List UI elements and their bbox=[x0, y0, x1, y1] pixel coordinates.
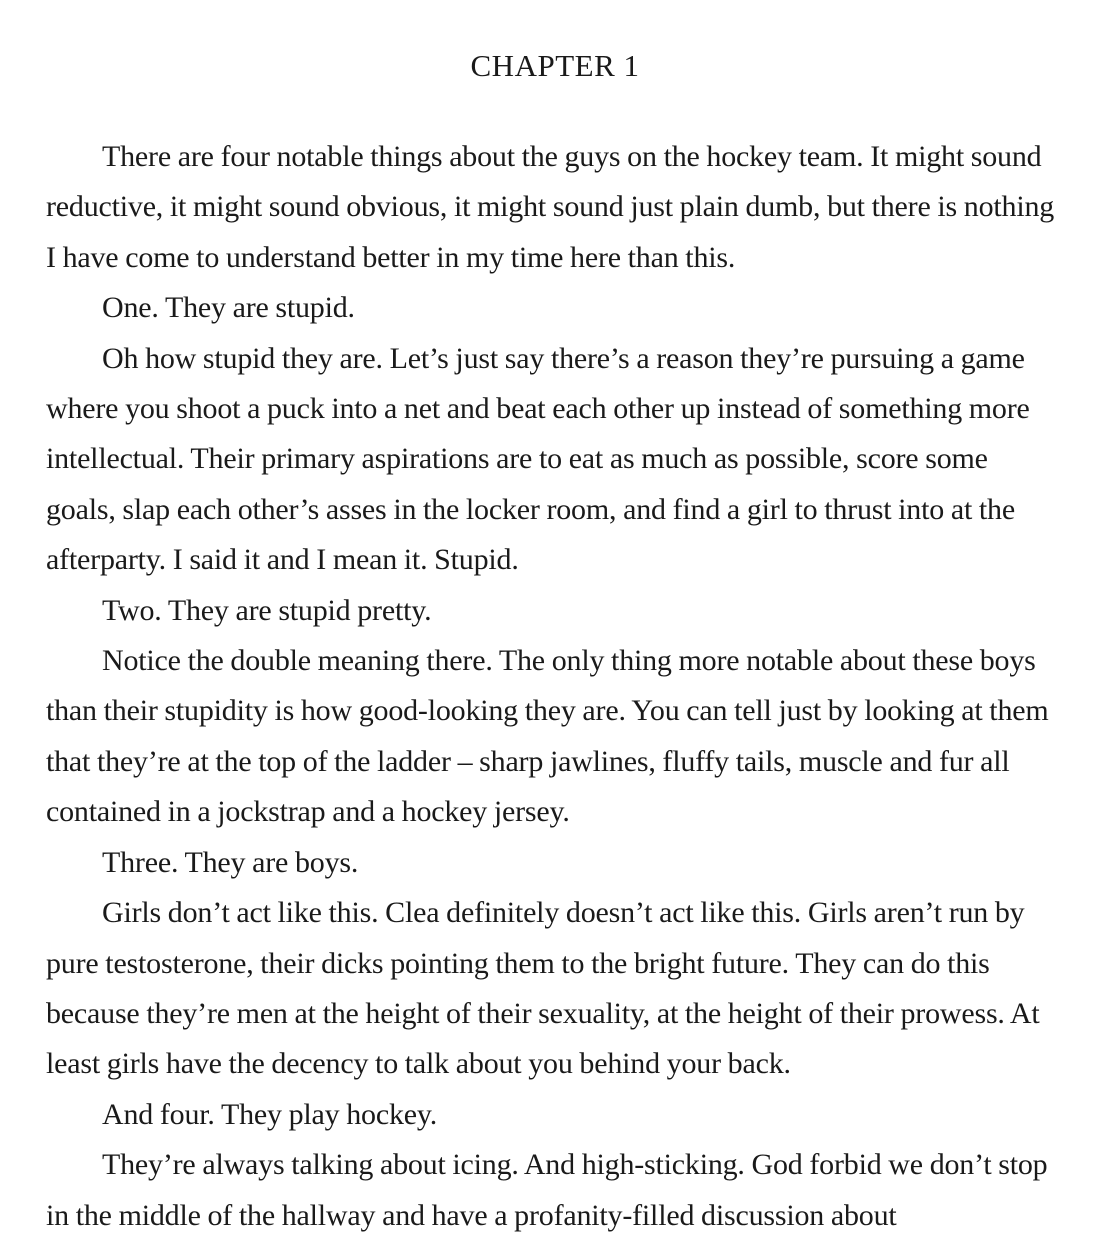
paragraph-6: Three. They are boys. bbox=[102, 845, 359, 879]
paragraph-5: Notice the double meaning there. The only thing more notable about these boys than their stupidity is how good-looking they are. You can tell just by looking at them that they’re at the top of the ladder – sharp jawlines, fluffy tails, muscle and fur all contained in a jockstrap and a hockey jersey. bbox=[46, 644, 1049, 829]
book-page bbox=[46, 0, 1064, 1258]
paragraph-9: They’re always talking about icing. And high-sticking. God forbid we don’t stop in the middle of the hallway and have a profanity-filled discussion about bbox=[46, 1148, 1048, 1232]
chapter-title: CHAPTER 1 bbox=[470, 48, 640, 83]
paragraph-4: Two. They are stupid pretty. bbox=[102, 593, 432, 627]
paragraph-2: One. They are stupid. bbox=[102, 291, 355, 325]
paragraph-7: Girls don’t act like this. Clea definitely doesn’t act like this. Girls aren’t run by pure testosterone, their dicks pointing them to the bright future. They can do this because they’re men at the height of their sexuality, at the height of their prowess. At least girls have the decency to talk about you behind your back. bbox=[46, 896, 1040, 1081]
chapter-body bbox=[46, 132, 1064, 1241]
paragraph-3: Oh how stupid they are. Let’s just say there’s a reason they’re pursuing a game where you shoot a puck into a net and beat each other up instead of something more intellectual. Their primary aspirations are to eat as much as possible, score some goals, slap each other’s asses in the locker room, and find a girl to thrust into at the afterparty. I said it and I mean it. Stupid. bbox=[46, 341, 1030, 577]
paragraph-8: And four. They play hockey. bbox=[102, 1097, 438, 1131]
paragraph-1: There are four notable things about the guys on the hockey team. It might sound reductive, it might sound obvious, it might sound just plain dumb, but there is nothing I have come to understand better in my time here than this. bbox=[46, 140, 1055, 274]
